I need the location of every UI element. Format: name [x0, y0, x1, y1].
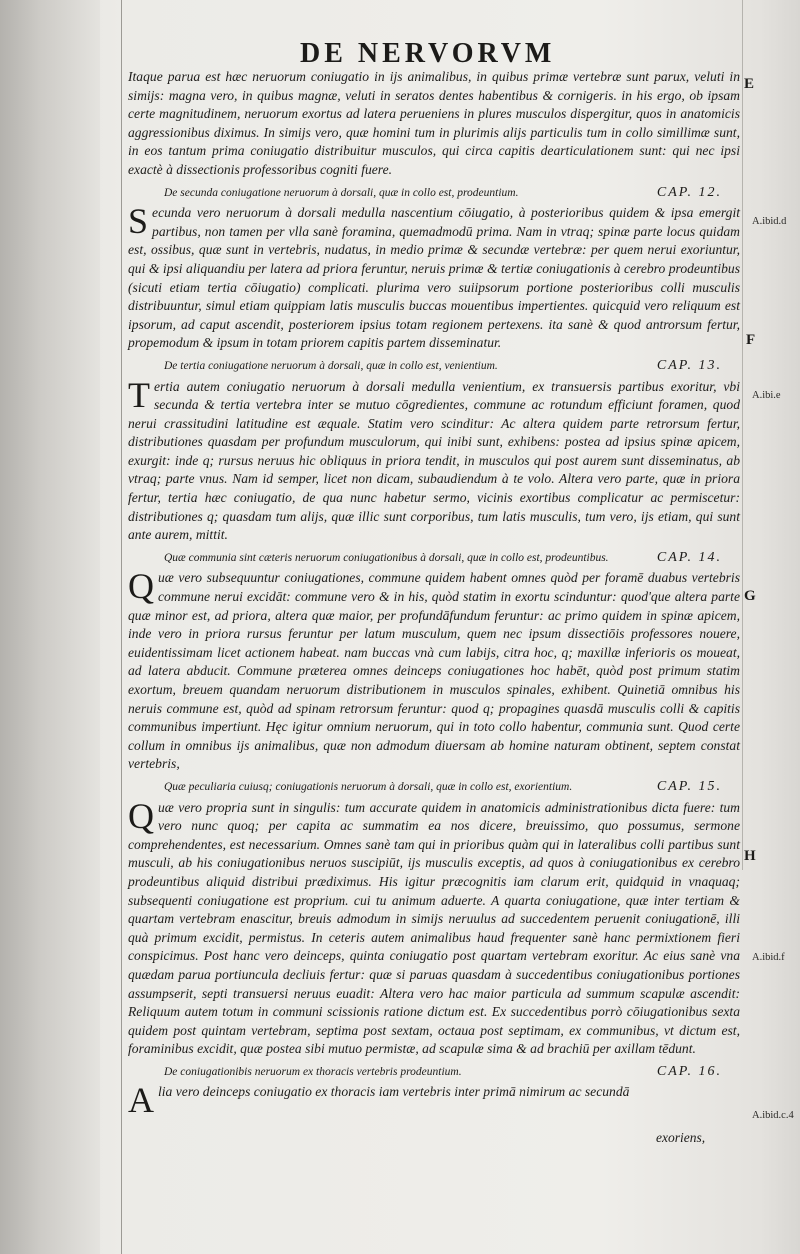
margin-letter: E: [744, 76, 755, 92]
chapter-heading-16: [128, 1063, 740, 1082]
margin-note: A.ibi.e: [752, 390, 781, 401]
chapter-title-14: Quæ communia sint cæteris neruorum coniugationibus à dorsali, quæ in collo est, prodeuntibus.: [164, 551, 609, 564]
chapter-heading-12: [128, 184, 740, 203]
margin-letter: H: [744, 848, 756, 864]
paragraph-intro: Itaque parua est hæc neruorum coniugatio in ijs animalibus, in quibus primæ vertebræ sunt parux, veluti in simijs: magna vero, in quibus magnæ, veluti in seratos dentes habentibus & cornigeris. in his ergo, ob ipsam certe magnitudinem, neruorum exortus ad latera perueniens in plures musculos dispergitur, quos in anatomicis aggressionibus diximus. In simijs vero, quæ homini tum in plurimis alijs particulis tum in collo simillimæ sunt, in eos tantum prima coniugatio distribuitur musculos, qui circa capitis dearticulationem sunt: qui nec ipsi exactè à dissectionis professoribus cogniti fuere.: [128, 69, 740, 177]
running-header: DE NERVORVM: [300, 38, 556, 69]
chapter-heading-15: [128, 778, 740, 797]
chapter-title-15: Quæ peculiaria cuiusq; coniugationis neruorum à dorsali, quæ in collo est, exorientium.: [164, 780, 573, 793]
chapter-number-15: CAP. 15.: [656, 778, 722, 794]
chapter-number-16: CAP. 16.: [656, 1063, 722, 1079]
chapter-number-14: CAP. 14.: [656, 549, 722, 565]
chapter-heading-13: [128, 357, 740, 376]
left-margin-rule: [121, 0, 122, 1254]
paragraph-cap-12: Secunda vero neruorum à dorsali medulla nascentium cōiugatio, à posterioribus quidem & ipsa emergit partibus, non tamen per vlla sanè foramina, quemadmodū prima. Nam in vtraq; spinæ parte locus quidam est, ossibus, quæ sunt in vertebris, nudatus, in medio primæ & secundæ vertebræ: per quem nerui exoriuntur, qui & ipsi aliquandiu per latera ad priora feruntur, neruis primæ & tertiæ coniugationis à cerebro prodeuntibus (sicuti etiam tertia cōiugatio) complicati. plurima vero suiipsorum portione posterioribus colli musculis distribuuntur, simul etiam quippiam latis musculis buccas mouentibus impertientes. quicquid vero reliquum est ipsorum, ad caput ascendit, posteriorem ipsius totam regionem pertexens. ita sanè & quod antrorsum fertur, propemodum & ipsum in totam priorem capitis partem disseminatur.: [128, 201, 740, 351]
right-margin-rule: [742, 0, 743, 870]
margin-note: A.ibid.c.4: [752, 1110, 794, 1121]
paragraph-cap-16: Alia vero deinceps coniugatio ex thoracis iam vertebris inter primā nimirum ac secundā: [128, 1080, 630, 1121]
paragraph-cap-15: Quæ vero propria sunt in singulis: tum accurate quidem in anatomicis administrationibus dicta fuere: tum vero nunc quoq; per capita ac summatim ea nos dicere, breuissimo, quo possumus, sermone comprehendentes, est necessarium. Omnes sanè tam qui in prioribus quàm qui in lateralibus colli partibus sunt musculi, ab his coniugationibus neruos suscipiūt, ijs musculis exceptis, ad quos à coniugationibus ex cerebro prodeuntibus aliquid distribui prædiximus. His igitur præcognitis iam clarum erit, quidquid in vnaquaq; subsequenti coniugatione est proprium. cui tu animum aduerte. A quarta coniugatione, quæ inter tertiam & quartam vertebram enascitur, breuis admodum in simijs neruulus ad succedentem peruenit coniugationē, illi quà primum excidit, permistus. In ceteris autem animalibus haud frequenter sanè hanc permixtionem fieri conspicimus. Post hanc vero deinceps, quinta coniugatio post quartam vertebram exoritur. Ac eius sanè vna quædam parua portiuncula decliuis fertur: quæ si paruas quasdam à succedentibus coniugationibus portiones assumpserit, septi transuersi neruus euadit: Altera vero hac maior particula ad summum scapulæ ascendit: Reliquum autem totum in communi scissionis ratione dictum est. Ex succedentibus porrò cōiugationibus sexta quidem post quintam vertebram, septima post sextam, octaua post septimam, ex communibus, vt dictum est, foraminibus excidit, quæ postea sibi mutuo permistæ, ad scapulæ sima & ad brachiū per axillam tēdunt.: [128, 795, 740, 1057]
catchword: exoriens,: [656, 1130, 706, 1145]
chapter-number-13: CAP. 13.: [656, 357, 722, 373]
chapter-heading-14: [128, 549, 740, 568]
page-gutter-shadow: [0, 0, 100, 1254]
margin-letter: G: [744, 588, 756, 604]
chapter-title-13: De tertia coniugatione neruorum à dorsali, quæ in collo est, venientium.: [164, 359, 498, 372]
margin-note: A.ibid.f: [752, 952, 785, 963]
paragraph-cap-13: Tertia autem coniugatio neruorum à dorsali medulla venientium, ex transuersis partibus exoritur, vbi secunda & tertia vertebra inter se mutuo cōgredientes, commune ac rotundum efficiunt foramen, quod nerui crassitudini latitudine est æquale. Statim vero scinditur: Ac altera quidem parte retrorsum fertur, distributiones quasdam per profundum musculorum, qui inibi sunt, exhibens: postea ad ipsius spinæ apicem, exurgit: inde q; rursus neruus hic obliquus in priora tendit, in musculos qui post aurem sunt disseminatus, ab vtraq; parte vnus. Nam id semper, licet non dicam, subaudiendum à te volo. Altera vero parte, quæ in priora fertur, tertia hæc coniugatio, de qua nunc habetur sermo, vicinis exortibus complicatur ac permiscetur: distributiones q; quasdam tum alijs, quæ illic sunt corporibus, tum latis musculis, tum vero, ijs etiam, qui sunt ante aurem, mittit.: [128, 374, 740, 543]
chapter-title-12: De secunda coniugatione neruorum à dorsali, quæ in collo est, prodeuntium.: [164, 186, 519, 199]
margin-note: A.ibid.d: [752, 216, 787, 227]
chapter-title-16: De coniugationibis neruorum ex thoracis vertebris prodeuntium.: [164, 1065, 462, 1078]
chapter-number-12: CAP. 12.: [656, 184, 722, 200]
margin-letter: F: [746, 332, 756, 348]
main-text: [128, 68, 740, 1121]
paragraph-cap-14: Quæ vero subsequuntur coniugationes, commune quidem habent omnes quòd per foramē duabus vertebris commune nerui excidāt: commune vero & in his, quòd statim in exortu scinduntur: quod'que altera parte quæ minor est, ad priora, altera quæ maior, per profundāfundum feruntur: ac primo quidem in spinæ apicem, inde vero in priora rursus feruntur per latum musculum, quem nec ipsum dissectiōis professores nouere, euidentissimam licet actionem habeat. nam buccas vnà cum labijs, citra hoc, q; maxillæ inferioris os moueat, ad latera abducit. Commune præterea omnes deinceps coniugationes hoc habēt, quòd post primum statim exortum, breuem quandam neruorum distributionem in musculos spinales, exhibent. Quinetiā omnibus his neruis commune est, quòd ad spinam retrorsum feruntur: quod q; propagines quasdā musculis colli & capitis communibus impertiunt. Hęc igitur omnium neruorum, qui in toto collo habentur, communia sunt. Quod certe collum in omnibus ijs animalibus, quæ non admodum diuersam ab homine naturam obtinent, septem constat vertebris,: [128, 566, 740, 772]
